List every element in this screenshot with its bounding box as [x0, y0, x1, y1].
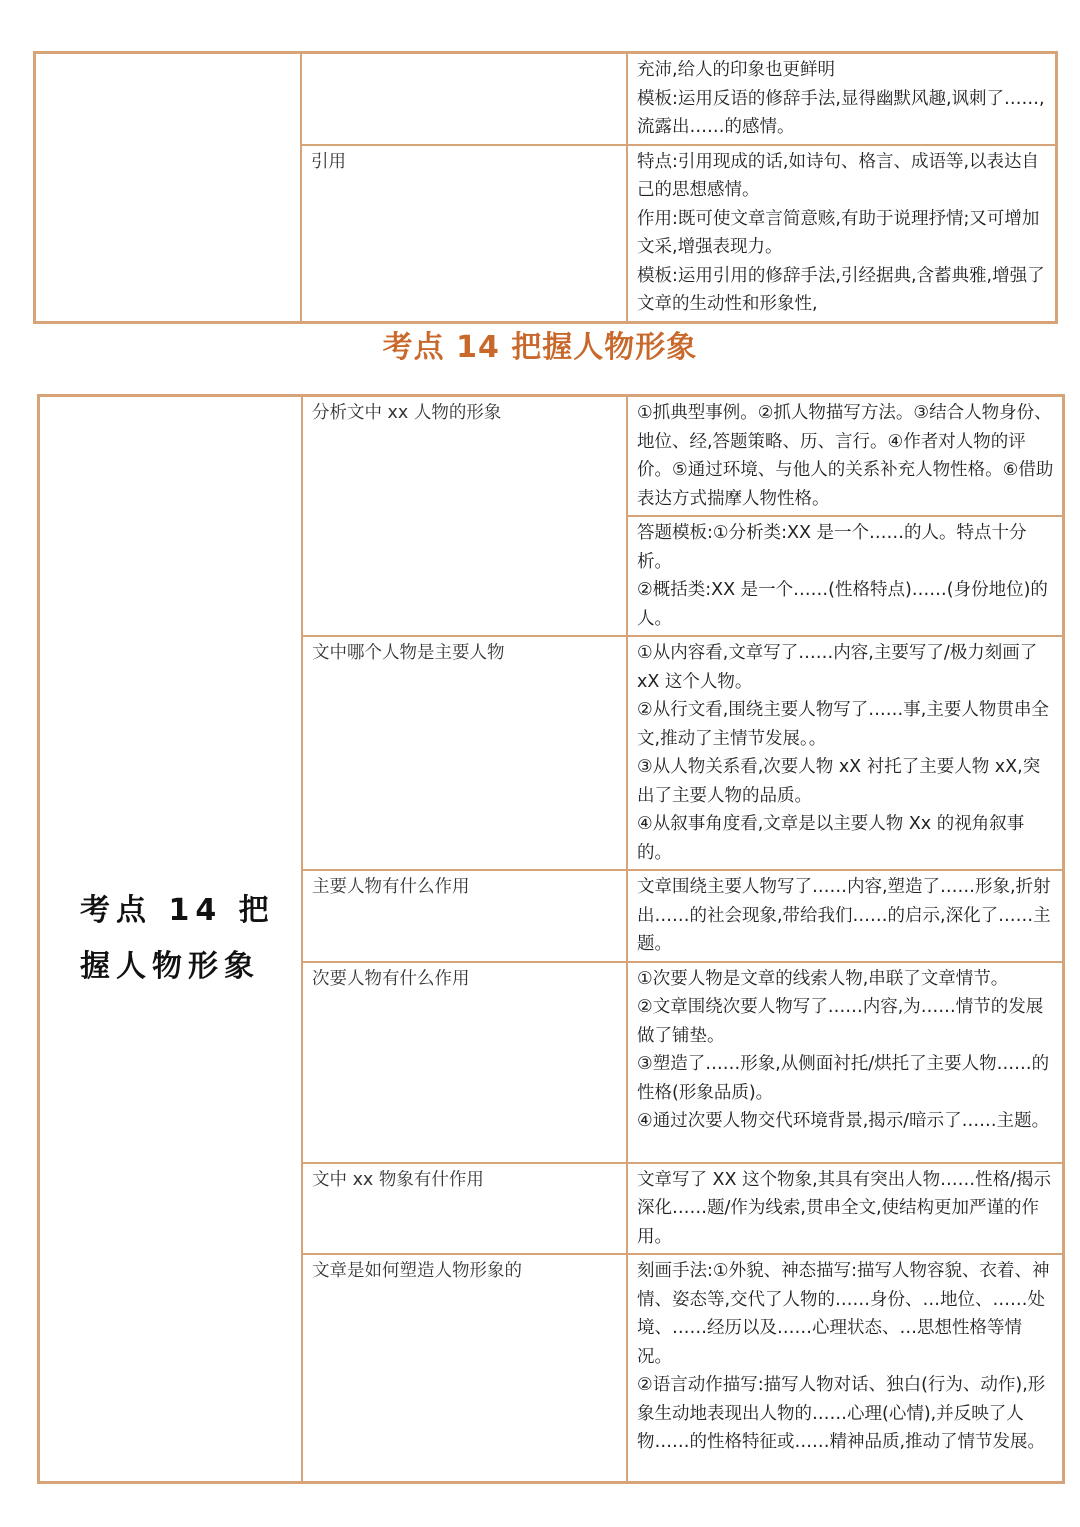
answer-cell [627, 396, 1063, 516]
table-row [35, 53, 1056, 145]
question-cell: 分析文中 xx 人物的形象 [302, 396, 627, 636]
text-line: ②语言动作描写:描写人物对话、独白(行为、动作),形象生动地表现出人物的……心理(心情),并反映了人物……的性格特征或……精神品质,推动了情节发展。 [637, 1375, 1046, 1452]
text-line: ③塑造了……形象,从侧面衬托/烘托了主要人物……的性格(形象品质)。 [637, 1054, 1050, 1103]
question-cell: 文中哪个人物是主要人物 [302, 636, 627, 870]
label-cell: 引用 [301, 145, 627, 322]
question-cell: 文章是如何塑造人物形象的 [302, 1254, 627, 1482]
answer-cell [627, 53, 1056, 145]
answer-cell [627, 870, 1063, 962]
text-line: 答题模板:①分析类:XX 是一个……的人。特点十分析。 [637, 523, 1027, 572]
text-line: ②文章围绕次要人物写了……内容,为……情节的发展做了铺垫。 [637, 997, 1044, 1046]
text-line: ④通过次要人物交代环境背景,揭示/暗示了……主题。 [637, 1111, 1050, 1131]
text-line: ①次要人物是文章的线索人物,串联了文章情节。 [637, 968, 1009, 989]
text-line: ①抓典型事例。②抓人物描写方法。③结合人物身份、地位、经,答题策略、历、言行。④作者对人物的评价。⑤通过环境、与他人的关系补充人物性格。⑥借助表达方式揣摩人物性格。 [637, 403, 1054, 509]
text-line: 充沛,给人的印象也更鲜明 [637, 60, 836, 80]
text-line: 文章写了 XX 这个物象,其具有突出人物……性格/揭示深化……题/作为线索,贯串全文,使结构更加严谨的作用。 [637, 1169, 1052, 1247]
section-title: 考点 14 把握人物形象 [382, 330, 698, 365]
answer-cell [627, 636, 1063, 870]
text-line: 作用:既可使文章言简意赅,有助于说理抒情;又可增加文采,增强表现力。 [637, 208, 1040, 257]
answer-cell [627, 1163, 1063, 1255]
text-line: 模板:运用引用的修辞手法,引经据典,含蓄典雅,增强了文章的生动性和形象性, [637, 265, 1045, 314]
answer-cell [627, 1254, 1063, 1482]
empty-category-cell [35, 53, 301, 322]
question-cell: 主要人物有什么作用 [302, 870, 627, 962]
question-cell: 文中 xx 物象有什作用 [302, 1163, 627, 1255]
table-row [39, 396, 1063, 516]
text-line: ①从内容看,文章写了……内容,主要写了/极力刻画了 xX 这个人物。 [637, 643, 1038, 692]
question-cell: 次要人物有什么作用 [302, 962, 627, 1163]
continuation-table [33, 51, 1058, 324]
category-cell: 考点 14 把握人物形象 [39, 396, 302, 1482]
text-line: 模板:运用反语的修辞手法,显得幽默风趣,讽刺了……,流露出……的感情。 [637, 88, 1045, 137]
text-line: ④从叙事角度看,文章是以主要人物 Xx 的视角叙事的。 [637, 814, 1025, 863]
answer-cell [627, 516, 1063, 636]
answer-cell [627, 145, 1056, 322]
empty-label-cell [301, 53, 627, 145]
text-line: 特点:引用现成的话,如诗句、格言、成语等,以表达自己的思想感情。 [637, 151, 1040, 200]
text-line: ②概括类:XX 是一个……(性格特点)……(身份地位)的人。 [637, 580, 1048, 629]
text-line: ②从行文看,围绕主要人物写了……事,主要人物贯串全文,推动了主情节发展。。 [637, 700, 1049, 749]
text-line: 文章围绕主要人物写了……内容,塑造了……形象,折射出……的社会现象,带给我们……的启示,深化了……主题。 [637, 877, 1051, 954]
answer-cell [627, 962, 1063, 1163]
text-line: ③从人物关系看,次要人物 xX 衬托了主要人物 xX,突出了主要人物的品质。 [637, 757, 1041, 806]
character-image-table [37, 394, 1065, 1484]
text-line: 刻画手法:①外貌、神态描写:描写人物容貌、衣着、神情、姿态等,交代了人物的……身份、…地位、……处境、……经历以及……心理状态、…思想性格等情况。 [637, 1261, 1050, 1367]
